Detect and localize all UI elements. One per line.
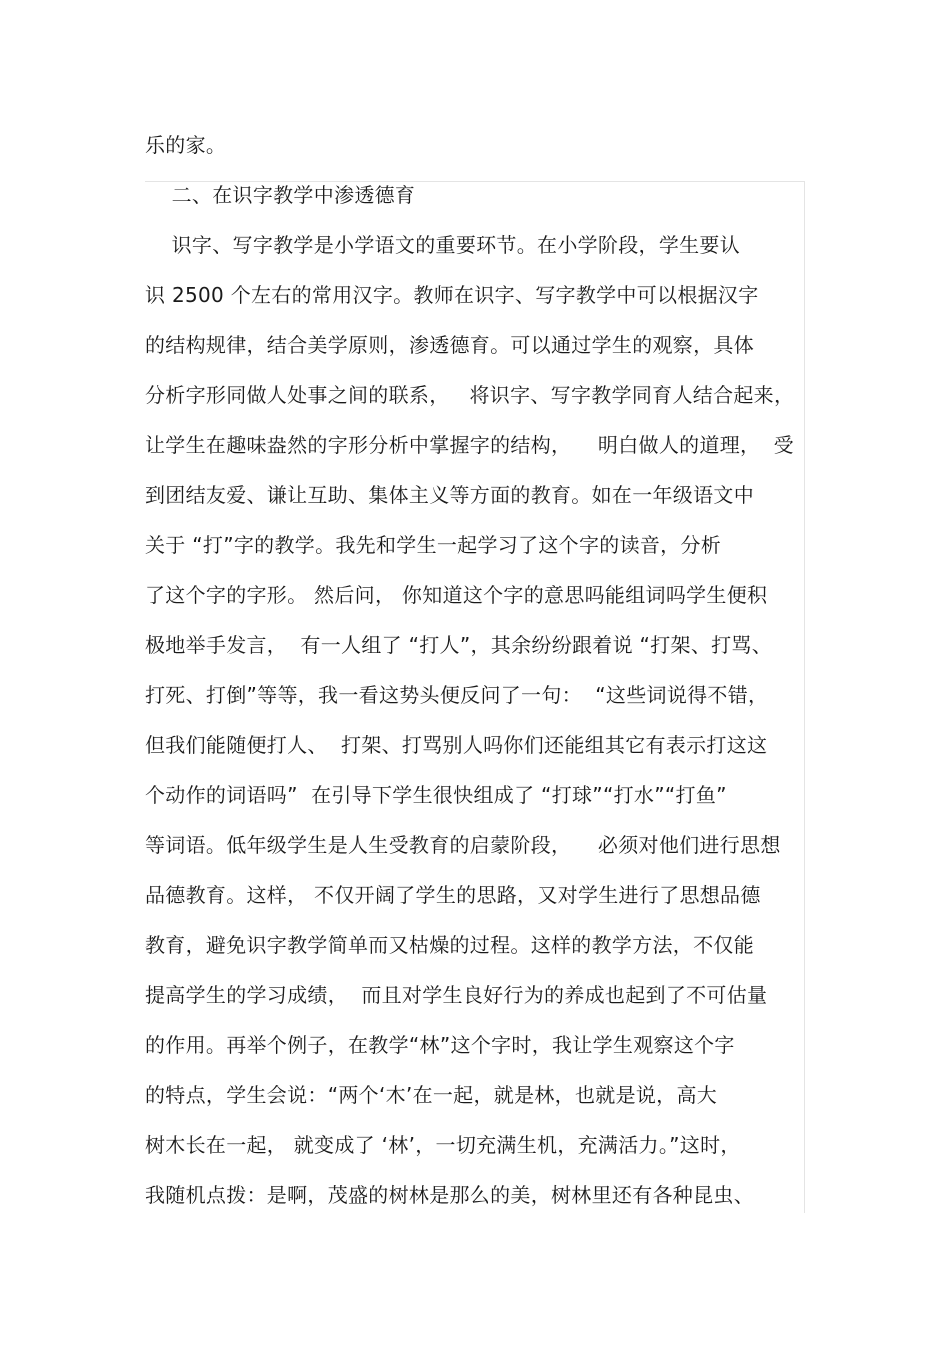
text-line: 极地举手发言， 有一人组了 “打人”，其余纷纷跟着说 “打架、打骂、 [145,633,773,657]
section-heading: 二、在识字教学中渗透德育 [145,183,416,207]
text-line: 我随机点拨：是啊，茂盛的树林是那么的美，树林里还有各种昆虫、 [145,1183,754,1207]
text-line: 提高学生的学习成绩， 而且对学生良好行为的养成也起到了不可估量 [145,983,768,1007]
text-line: 到团结友爱、谦让互助、集体主义等方面的教育。如在一年级语文中 [145,483,754,507]
text-line: 等词语。低年级学生是人生受教育的启蒙阶段， 必须对他们进行思想 [145,833,781,857]
text-line: 了这个字的字形。 然后问， 你知道这个字的意思吗能组词吗学生便积 [145,583,768,607]
text-line: 的作用。再举个例子，在教学“林”这个字时，我让学生观察这个字 [145,1033,735,1057]
frame-border-right [804,181,805,1213]
text-line: 乐的家。 [145,133,227,157]
text-line: 识 2500 个左右的常用汉字。教师在识字、写字教学中可以根据汉字 [145,283,759,307]
text-line: 个动作的词语吗” 在引导下学生很快组成了 “打球”“打水”“打鱼” [145,783,727,807]
text-line: 但我们能随便打人、 打架、打骂别人吗你们还能组其它有表示打这这 [145,733,768,757]
text-line: 分析字形同做人处事之间的联系， 将识字、写字教学同育人结合起来， [145,383,795,407]
text-line: 教育，避免识字教学简单而又枯燥的过程。这样的教学方法，不仅能 [145,933,754,957]
text-line: 的特点，学生会说：“两个‘木’在一起，就是林，也就是说，高大 [145,1083,718,1107]
text-line: 识字、写字教学是小学语文的重要环节。在小学阶段，学生要认 [145,233,741,257]
text-line: 让学生在趣味盎然的字形分析中掌握字的结构， 明白做人的道理， 受 [145,433,794,457]
text-line: 品德教育。这样， 不仅开阔了学生的思路，又对学生进行了思想品德 [145,883,761,907]
text-line: 打死、打倒”等等，我一看这势头便反问了一句： “这些词说得不错， [145,683,769,707]
text-line: 关于 “打”字的教学。我先和学生一起学习了这个字的读音，分析 [145,533,722,557]
text-line: 的结构规律，结合美学原则，渗透德育。可以通过学生的观察，具体 [145,333,754,357]
text-line: 树木长在一起， 就变成了 ‘林’，一切充满生机，充满活力。”这时， [145,1133,741,1157]
